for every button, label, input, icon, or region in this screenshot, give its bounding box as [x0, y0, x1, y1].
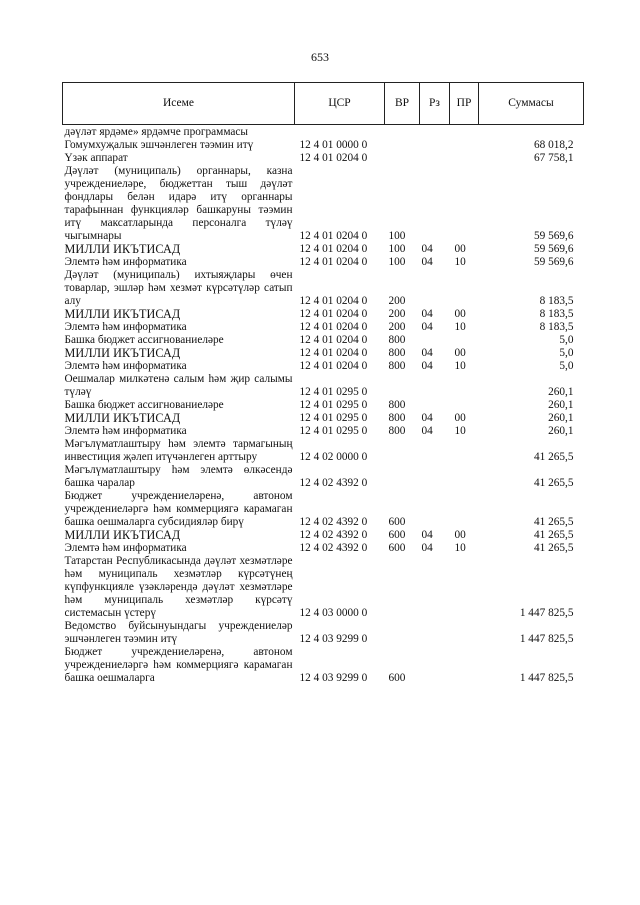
row-csr: 12 4 03 9299 0 — [299, 633, 368, 645]
row-vr — [385, 438, 420, 464]
row-vr — [385, 152, 420, 165]
row-csr: 12 4 01 0204 0 — [299, 321, 368, 333]
row-name: Элемтә һәм информатика — [64, 360, 187, 372]
row-name: МИЛЛИ ИКЪТИСАД — [64, 411, 181, 425]
row-rz — [420, 269, 450, 308]
table-row — [63, 321, 584, 334]
row-name: дәүләт ярдәме» ярдәмче программасы — [64, 126, 249, 138]
row-vr: 100 — [388, 243, 406, 255]
row-pr: 00 — [454, 347, 466, 359]
row-pr — [450, 438, 479, 464]
row-rz: 04 — [421, 321, 433, 333]
row-csr: 12 4 01 0000 0 — [299, 139, 368, 151]
table-row — [63, 555, 584, 620]
row-rz — [420, 399, 450, 412]
row-vr: 800 — [388, 334, 406, 346]
header-pr: ПР — [450, 83, 479, 125]
row-vr: 800 — [388, 360, 406, 372]
row-rz: 04 — [421, 542, 433, 554]
table-row — [63, 438, 584, 464]
row-name: Дәүләт (муниципаль) ихтыяҗлары өчен товарлар, эшләр һәм хезмәт күрсәтүләр сатып алу — [64, 269, 293, 307]
row-pr: 10 — [454, 542, 466, 554]
row-rz — [420, 125, 450, 140]
table-row — [63, 347, 584, 360]
row-sum: 260,1 — [548, 386, 574, 398]
row-rz — [420, 165, 450, 243]
row-csr: 12 4 03 0000 0 — [299, 607, 368, 619]
row-sum: 8 183,5 — [539, 295, 574, 307]
row-csr: 12 4 02 4392 0 — [299, 542, 368, 554]
row-csr: 12 4 01 0204 0 — [299, 347, 368, 359]
row-name: МИЛЛИ ИКЪТИСАД — [64, 346, 181, 360]
row-sum: 41 265,5 — [533, 451, 574, 463]
table-row — [63, 529, 584, 542]
page-number: 653 — [311, 50, 329, 64]
row-name: Элемтә һәм информатика — [64, 542, 187, 554]
row-pr: 10 — [454, 360, 466, 372]
header-sum: Суммасы — [479, 83, 584, 125]
row-vr: 800 — [388, 399, 406, 411]
row-rz — [420, 373, 450, 399]
row-csr: 12 4 01 0295 0 — [299, 399, 368, 411]
table-row — [63, 412, 584, 425]
row-pr — [450, 555, 479, 620]
row-rz — [420, 139, 450, 152]
row-sum: 41 265,5 — [533, 516, 574, 528]
row-vr — [385, 620, 420, 646]
row-name: Башка бюджет ассигнованиеләре — [64, 334, 224, 346]
row-name: Бюджет учреждениеләренә, автоном учреждениеләргә һәм коммерциягә карамаган башка оешмаларга — [64, 646, 293, 684]
row-sum: 1 447 825,5 — [519, 672, 574, 684]
row-sum: 59 569,6 — [533, 256, 574, 268]
table-body — [63, 125, 584, 686]
row-sum: 8 183,5 — [539, 321, 574, 333]
row-csr: 12 4 01 0204 0 — [299, 243, 368, 255]
row-vr: 800 — [388, 412, 406, 424]
row-pr: 00 — [454, 308, 466, 320]
row-vr: 600 — [388, 672, 406, 684]
row-csr: 12 4 02 0000 0 — [299, 451, 368, 463]
row-rz — [420, 152, 450, 165]
row-name: Дәүләт (муниципаль) органнары, казна учреждениеләре, бюджеттан тыш дәүләт фондлары белән идарә итү органнары тарафыннан функцияләр башкаруны тәэмин итү максатларында персоналга түләү чыгымнары — [64, 165, 293, 242]
row-sum: 41 265,5 — [533, 477, 574, 489]
row-vr — [385, 373, 420, 399]
budget-table — [62, 82, 584, 685]
row-vr: 100 — [388, 230, 406, 242]
row-csr: 12 4 01 0204 0 — [299, 308, 368, 320]
row-rz: 04 — [421, 243, 433, 255]
table-row — [63, 464, 584, 490]
table-header-row — [63, 83, 584, 125]
row-pr — [450, 269, 479, 308]
row-name: МИЛЛИ ИКЪТИСАД — [64, 307, 181, 321]
row-vr: 200 — [388, 295, 406, 307]
row-vr: 200 — [388, 308, 406, 320]
row-pr — [450, 373, 479, 399]
table-row — [63, 256, 584, 269]
row-pr: 10 — [454, 256, 466, 268]
table-row — [63, 308, 584, 321]
row-sum: 260,1 — [548, 399, 574, 411]
row-sum: 1 447 825,5 — [519, 633, 574, 645]
table-row — [63, 542, 584, 555]
row-rz: 04 — [421, 347, 433, 359]
row-sum: 67 758,1 — [533, 152, 574, 164]
row-csr: 12 4 02 4392 0 — [299, 516, 368, 528]
table-row — [63, 360, 584, 373]
header-rz: Рз — [420, 83, 450, 125]
row-sum: 5,0 — [559, 360, 574, 372]
row-vr: 100 — [388, 256, 406, 268]
row-vr: 800 — [388, 425, 406, 437]
row-csr: 12 4 01 0295 0 — [299, 386, 368, 398]
row-vr — [385, 125, 420, 140]
row-name: Элемтә һәм информатика — [64, 321, 187, 333]
row-vr: 600 — [388, 516, 406, 528]
row-vr — [385, 464, 420, 490]
row-vr: 200 — [388, 321, 406, 333]
table-row — [63, 373, 584, 399]
row-name: Элемтә һәм информатика — [64, 256, 187, 268]
row-sum: 59 569,6 — [533, 230, 574, 242]
row-vr — [385, 555, 420, 620]
table-row — [63, 165, 584, 243]
row-csr: 12 4 02 4392 0 — [299, 477, 368, 489]
row-pr: 00 — [454, 529, 466, 541]
row-csr: 12 4 01 0204 0 — [299, 230, 368, 242]
row-sum: 5,0 — [559, 347, 574, 359]
row-pr — [450, 620, 479, 646]
table-row — [63, 425, 584, 438]
row-csr: 12 4 01 0204 0 — [299, 295, 368, 307]
row-sum — [479, 125, 584, 140]
row-pr — [450, 152, 479, 165]
row-vr: 600 — [388, 542, 406, 554]
row-name: Оешмалар милкәтенә салым һәм җир салымы түләү — [64, 373, 293, 398]
row-sum: 68 018,2 — [533, 139, 574, 151]
row-sum: 5,0 — [559, 334, 574, 346]
row-sum: 260,1 — [548, 412, 574, 424]
row-sum: 260,1 — [548, 425, 574, 437]
row-pr: 00 — [454, 243, 466, 255]
row-csr: 12 4 01 0204 0 — [299, 360, 368, 372]
row-rz — [420, 646, 450, 685]
row-name: Ведомство буйсынуындагы учреждениеләр эшчәнлеген тәэмин итү — [64, 620, 293, 645]
row-name: Гомумхуҗалык эшчәнлеген тәэмин итү — [64, 139, 254, 151]
row-pr — [450, 490, 479, 529]
row-vr — [385, 139, 420, 152]
row-csr: 12 4 03 9299 0 — [299, 672, 368, 684]
row-rz: 04 — [421, 256, 433, 268]
row-rz — [420, 334, 450, 347]
header-vr: ВР — [385, 83, 420, 125]
row-name: Мәгълүматлаштыру һәм элемтә өлкәсендә башка чаралар — [64, 464, 293, 489]
row-pr: 10 — [454, 425, 466, 437]
row-rz: 04 — [421, 425, 433, 437]
row-name: Бюджет учреждениеләренә, автоном учреждениеләргә һәм коммерциягә карамаган башка оешмаларга субсидияләр бирү — [64, 490, 293, 528]
table-row — [63, 139, 584, 152]
table-row — [63, 125, 584, 140]
row-rz: 04 — [421, 308, 433, 320]
row-pr — [450, 139, 479, 152]
row-pr — [450, 646, 479, 685]
row-csr: 12 4 01 0295 0 — [299, 425, 368, 437]
row-rz: 04 — [421, 360, 433, 372]
row-pr — [450, 399, 479, 412]
row-name: Татарстан Республикасында дәүләт хезмәтләре һәм муниципаль хезмәтләр күрсәтүнең күпфункцияле үзәкләрендә дәүләт хезмәтләре һәм муниципаль хезмәтләр күрсәтү системасын үстерү — [64, 555, 293, 619]
header-name: Исеме — [63, 83, 295, 125]
row-rz — [420, 555, 450, 620]
row-sum: 8 183,5 — [539, 308, 574, 320]
row-pr: 00 — [454, 412, 466, 424]
row-vr: 600 — [388, 529, 406, 541]
row-name: Элемтә һәм информатика — [64, 425, 187, 437]
table-row — [63, 646, 584, 685]
row-rz: 04 — [421, 412, 433, 424]
row-pr: 10 — [454, 321, 466, 333]
row-csr: 12 4 01 0204 0 — [299, 256, 368, 268]
row-name: Үзәк аппарат — [64, 152, 128, 164]
row-pr — [450, 334, 479, 347]
table-row — [63, 243, 584, 256]
row-sum: 41 265,5 — [533, 542, 574, 554]
table-row — [63, 490, 584, 529]
row-pr — [450, 464, 479, 490]
row-vr: 800 — [388, 347, 406, 359]
row-sum: 59 569,6 — [533, 243, 574, 255]
row-sum: 41 265,5 — [533, 529, 574, 541]
row-name: МИЛЛИ ИКЪТИСАД — [64, 242, 181, 256]
table-row — [63, 620, 584, 646]
row-rz: 04 — [421, 529, 433, 541]
row-csr: 12 4 02 4392 0 — [299, 529, 368, 541]
row-csr: 12 4 01 0204 0 — [299, 334, 368, 346]
row-csr: 12 4 01 0295 0 — [299, 412, 368, 424]
row-rz — [420, 620, 450, 646]
row-pr — [450, 125, 479, 140]
row-name: Мәгълүматлаштыру һәм элемтә тармагының инвестиция җәлеп итүчәнлеген арттыру — [64, 438, 293, 463]
row-rz — [420, 490, 450, 529]
row-rz — [420, 438, 450, 464]
table-row — [63, 152, 584, 165]
row-name: Башка бюджет ассигнованиеләре — [64, 399, 224, 411]
row-rz — [420, 464, 450, 490]
table-row — [63, 269, 584, 308]
row-csr — [295, 125, 385, 140]
row-csr: 12 4 01 0204 0 — [299, 152, 368, 164]
row-pr — [450, 165, 479, 243]
row-sum: 1 447 825,5 — [519, 607, 574, 619]
header-csr: ЦСР — [295, 83, 385, 125]
row-name: МИЛЛИ ИКЪТИСАД — [64, 528, 181, 542]
